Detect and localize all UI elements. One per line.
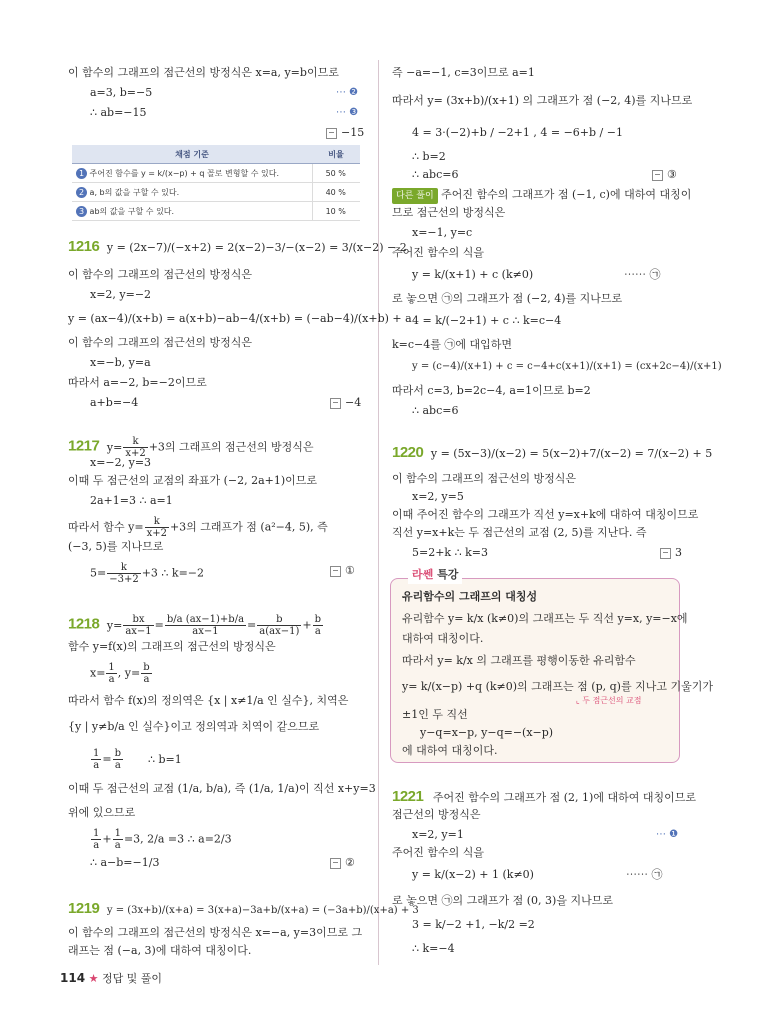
problem-1217: 1217 y= $\frac{k}{x+2}$ +3의 그래프의 점근선의 방정식은 bbox=[68, 436, 314, 459]
grading-table bbox=[72, 145, 360, 221]
page-footer bbox=[60, 970, 162, 986]
text-line: x=−2, y=3 bbox=[90, 456, 152, 469]
text-line: (−3, 5)를 지나므로 bbox=[68, 540, 164, 553]
text-line: 대하여 대칭이다. bbox=[402, 632, 484, 645]
answer-icon bbox=[652, 170, 663, 181]
text-line: 점근선의 방정식은 bbox=[392, 808, 481, 821]
table-row: 3 ab의 값을 구할 수 있다. 10 % bbox=[72, 202, 360, 221]
text-line: k=c−4를 ㉠에 대입하면 bbox=[392, 338, 513, 351]
text-line: 주어진 함수의 식을 bbox=[392, 246, 485, 259]
answer: −4 bbox=[330, 396, 361, 410]
equation-tag: ⋯⋯ ㉠ bbox=[624, 268, 661, 281]
step-marker: ⋯ ❸ bbox=[336, 107, 359, 118]
text-line: 4 = 3·(−2)+b / −2+1 , 4 = −6+b / −1 bbox=[412, 126, 623, 139]
text-line: 함수 y=f(x)의 그래프의 점근선의 방정식은 bbox=[68, 640, 276, 653]
text-line: y = k/(x+1) + c (k≠0) bbox=[412, 268, 534, 281]
text-line: ∴ a−b=−1/3 bbox=[90, 856, 160, 869]
text-line: x=2, y=1 bbox=[412, 828, 464, 841]
text-line: 유리함수 y= k/x (k≠0)의 그래프는 두 직선 y=x, y=−x에 bbox=[402, 612, 688, 625]
text-line: ∴ abc=6 bbox=[412, 168, 459, 181]
problem-1220: 1220 y = (5x−3)/(x−2) = 5(x−2)+7/(x−2) = 7/(x−2) + 5 bbox=[392, 444, 713, 461]
table-row: 2 a, b의 값을 구할 수 있다. 40 % bbox=[72, 183, 360, 202]
text-line: 직선 y=x+k는 두 점근선의 교점 (2, 5)를 지난다. 즉 bbox=[392, 526, 647, 539]
grading-header-criteria: 채점 기준 bbox=[72, 145, 312, 164]
step-number-icon: 1 bbox=[76, 168, 87, 179]
answer: ③ bbox=[652, 168, 677, 182]
step-number-icon: 2 bbox=[76, 187, 87, 198]
annotation-note: ⌞ 두 점근선의 교점 bbox=[576, 696, 642, 705]
text-line: 로 놓으면 ㉠의 그래프가 점 (−2, 4)를 지나므로 bbox=[392, 292, 623, 305]
step-marker: ⋯ ❷ bbox=[336, 87, 359, 98]
text-line: 따라서 y= k/x 의 그래프를 평행이동한 유리함수 bbox=[402, 654, 636, 667]
text-line: 5=2+k ∴ k=3 bbox=[412, 546, 488, 559]
text-line: a+b=−4 bbox=[90, 396, 139, 409]
other-solution-badge: 다른 풀이 bbox=[392, 188, 438, 204]
text-line: y−q=x−p, y−q=−(x−p) bbox=[420, 726, 554, 739]
text-line: ∴ b=2 bbox=[412, 150, 446, 163]
problem-1219: 1219 y = (3x+b)/(x+a) = 3(x+a)−3a+b/(x+a) = (−3a+b)/(x+a) + 3 bbox=[68, 900, 419, 917]
text-line: 따라서 함수 f(x)의 정의역은 {x | x≠1/a 인 실수}, 치역은 bbox=[68, 694, 349, 707]
text-line: 이 함수의 그래프의 점근선의 방정식은 x=a, y=b이므로 bbox=[68, 66, 339, 79]
answer-icon bbox=[330, 566, 341, 577]
box-title: 유리함수의 그래프의 대칭성 bbox=[402, 590, 538, 603]
text-line: 위에 있으므로 bbox=[68, 806, 136, 819]
answer: ② bbox=[330, 856, 355, 870]
problem-1216: 1216 y = (2x−7)/(−x+2) = 2(x−2)−3/−(x−2) = 3/(x−2) − 2 bbox=[68, 238, 407, 255]
text-line: 따라서 c=3, b=2c−4, a=1이므로 b=2 bbox=[392, 384, 591, 397]
text-line: y= k/(x−p) +q (k≠0)의 그래프는 점 (p, q)를 지나고 기울기가 bbox=[402, 680, 713, 693]
text-line: ±1인 두 직선 bbox=[402, 708, 468, 721]
answer: −15 bbox=[326, 126, 364, 140]
text-line: x=−b, y=a bbox=[90, 356, 151, 369]
text-line: y = (c−4)/(x+1) + c = c−4+c(x+1)/(x+1) = (cx+2c−4)/(x+1) bbox=[412, 361, 722, 372]
step-marker: ⋯ ❶ bbox=[656, 829, 679, 840]
answer: 3 bbox=[660, 546, 682, 560]
text-line: 로 놓으면 ㉠의 그래프가 점 (0, 3)을 지나므로 bbox=[392, 894, 613, 907]
problem-1218: 1218 y= $\frac{bx}{ax-1}$ = $\frac{b/a (ax-1)+b/a}{ax-1}$ = $\frac{b}{a(ax-1)}$ + $\frac{b}{a}$ bbox=[68, 614, 321, 637]
other-solution: 다른 풀이 주어진 함수의 그래프가 점 (−1, c)에 대하여 대칭이 bbox=[392, 188, 691, 204]
special-lecture-tab: 라쎈 특강 bbox=[408, 566, 462, 584]
text-line: x=2, y=5 bbox=[412, 490, 464, 503]
text-line: $\frac{1}{a}$ = $\frac{b}{a}$ ∴ b=1 bbox=[93, 748, 182, 771]
text-line: y = (ax−4)/(x+b) = a(x+b)−ab−4/(x+b) = (−ab−4)/(x+b) + a bbox=[68, 312, 412, 325]
text-line: 주어진 함수의 식을 bbox=[392, 846, 485, 859]
text-line: 따라서 a=−2, b=−2이므로 bbox=[68, 376, 207, 389]
text-line: 므로 점근선의 방정식은 bbox=[392, 206, 506, 219]
text-line: $\frac{1}{a}$ + $\frac{1}{a}$ =3, 2/a =3 ∴ a=2/3 bbox=[93, 828, 232, 851]
text-line: x=2, y=−2 bbox=[90, 288, 152, 301]
problem-1221: 1221 주어진 함수의 그래프가 점 (2, 1)에 대하여 대칭이므로 bbox=[392, 788, 696, 805]
text-line: 이 함수의 그래프의 점근선의 방정식은 bbox=[68, 336, 253, 349]
text-line: 래프는 점 (−a, 3)에 대하여 대칭이다. bbox=[68, 944, 252, 957]
text-line: 2a+1=3 ∴ a=1 bbox=[90, 494, 173, 507]
equation-tag: ⋯⋯ ㉠ bbox=[626, 868, 663, 881]
text-line: 5= $\frac{k}{-3+2}$ +3 ∴ k=−2 bbox=[90, 562, 205, 585]
text-line: 에 대하여 대칭이다. bbox=[402, 744, 498, 757]
text-line: ∴ abc=6 bbox=[412, 404, 459, 417]
text-line: 이때 두 점근선의 교점 (1/a, b/a), 즉 (1/a, 1/a)이 직선 x+y=3 bbox=[68, 782, 376, 795]
step-number-icon: 3 bbox=[76, 206, 87, 217]
text-line: x=−1, y=c bbox=[412, 226, 473, 239]
text-line: 이 함수의 그래프의 점근선의 방정식은 bbox=[392, 472, 577, 485]
footer-label: 정답 및 풀이 bbox=[101, 972, 163, 985]
answer-icon bbox=[330, 858, 341, 869]
answer: ① bbox=[330, 564, 355, 578]
text-line: 4 = k/(−2+1) + c ∴ k=c−4 bbox=[412, 314, 562, 327]
text-line: 따라서 함수 y= $\frac{k}{x+2}$ +3의 그래프가 점 (a²−4, 5), 즉 bbox=[68, 516, 328, 539]
text-line: 이때 주어진 함수의 그래프가 직선 y=x+k에 대하여 대칭이므로 bbox=[392, 508, 699, 521]
page-number: 114 bbox=[60, 971, 86, 985]
answer-icon bbox=[326, 128, 337, 139]
text-line: ∴ k=−4 bbox=[412, 942, 455, 955]
star-icon: ★ bbox=[88, 972, 99, 985]
text-line: 따라서 y= (3x+b)/(x+1) 의 그래프가 점 (−2, 4)를 지나므로 bbox=[392, 94, 693, 107]
table-row: 1 주어진 함수를 y = k/(x−p) + q 꼴로 변형할 수 있다. 50 % bbox=[72, 164, 360, 183]
text-line: y = k/(x−2) + 1 (k≠0) bbox=[412, 868, 534, 881]
text-line: 이때 두 점근선의 교점의 좌표가 (−2, 2a+1)이므로 bbox=[68, 474, 318, 487]
answer-icon bbox=[660, 548, 671, 559]
text-line: 즉 −a=−1, c=3이므로 a=1 bbox=[392, 66, 535, 79]
text-line: a=3, b=−5 bbox=[90, 86, 153, 99]
text-line: 3 = k/−2 +1, −k/2 =2 bbox=[412, 918, 535, 931]
text-line: 이 함수의 그래프의 점근선의 방정식은 x=−a, y=3이므로 그 bbox=[68, 926, 363, 939]
text-line: {y | y≠b/a 인 실수}이고 정의역과 치역이 같으므로 bbox=[68, 720, 320, 733]
answer-icon bbox=[330, 398, 341, 409]
text-line: x= $\frac{1}{a}$ , y= $\frac{b}{a}$ bbox=[90, 662, 150, 685]
grading-header-ratio: 비율 bbox=[312, 145, 360, 164]
text-line: ∴ ab=−15 bbox=[90, 106, 147, 119]
column-divider bbox=[378, 60, 379, 965]
text-line: 이 함수의 그래프의 점근선의 방정식은 bbox=[68, 268, 253, 281]
